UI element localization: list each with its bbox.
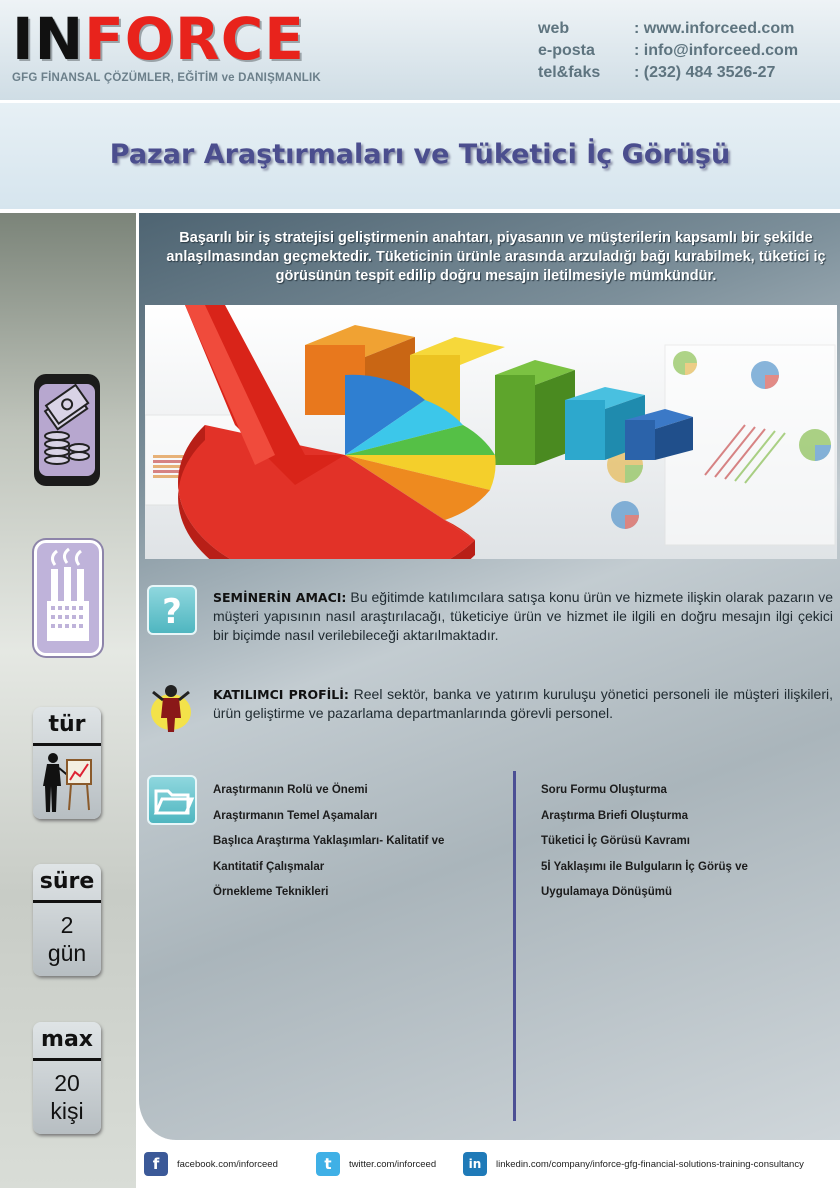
duration-unit: gün bbox=[47, 940, 87, 966]
participant-profile-text: Reel sektör, banka ve yatırım kuruluşu yönetici personeli ile müşteri ilişkileri, ürün geliştirme ve pazarlama departmanlarında görevli personel. bbox=[213, 686, 833, 721]
contact-label: web bbox=[538, 20, 570, 37]
topic-item: Soru Formu Oluşturma bbox=[541, 784, 667, 796]
twitter-link[interactable] bbox=[316, 1152, 436, 1176]
contact-label: e-posta bbox=[538, 42, 595, 59]
contact-email[interactable] bbox=[538, 40, 798, 62]
capacity-box bbox=[33, 1022, 101, 1134]
footer bbox=[136, 1140, 840, 1188]
intro-text: Başarılı bir iş stratejisi geliştirmenin anahtarı, piyasanın ve müşterilerin kapsamlı bir şekilde anlaşılmasından geçmektedir. Tüketicinin ürünle arasında arzuladığı bağı kurabilmek, tüketici iç görüsünün tespit edilip doğru mesajın iletilmesiyle mümkündür. bbox=[166, 230, 826, 284]
facebook-link[interactable] bbox=[144, 1152, 278, 1176]
main-content bbox=[136, 213, 840, 1140]
contact-phone bbox=[538, 62, 798, 84]
hero-image bbox=[145, 305, 837, 559]
topic-item: Uygulamaya Dönüşümü bbox=[541, 886, 672, 898]
duration-value: 2 bbox=[60, 912, 74, 938]
participant-profile-label: KATILIMCI PROFİLİ: bbox=[213, 687, 349, 702]
topic-item: Tüketici İç Görüsü Kavramı bbox=[541, 835, 690, 847]
svg-text:?: ? bbox=[162, 592, 182, 632]
linkedin-icon: in bbox=[463, 1152, 487, 1176]
linkedin-url: linkedin.com/company/inforce-gfg-financial-solutions-training-consultancy bbox=[496, 1158, 804, 1170]
question-icon bbox=[147, 585, 197, 635]
folder-icon bbox=[147, 775, 197, 825]
capacity-label: max bbox=[33, 1022, 101, 1061]
contact-value: : www.inforceed.com bbox=[634, 20, 795, 37]
contact-value: : info@inforceed.com bbox=[634, 42, 799, 59]
duration-box bbox=[33, 864, 101, 976]
money-icon bbox=[34, 374, 100, 486]
seminar-aim-text: Bu eğitimde katılımcılara satışa konu ürün ve hizmete ilişkin olarak pazarın ve müşteri yapısının nasıl araştırılacağı, tüketiciye ürün ve hizmet ile ilgili en doğru mesajın ilgi çekici bir biçimde nasıl verilebileceği aktarılmaktadır. bbox=[213, 589, 833, 643]
topic-item: 5İ Yaklaşımı ile Bulguların İç Görüş ve bbox=[541, 860, 748, 873]
topic-item: Kantitatif Çalışmalar bbox=[213, 860, 325, 873]
facebook-icon: f bbox=[144, 1152, 168, 1176]
page-title: Pazar Araştırmaları ve Tüketici İç Görüşü bbox=[109, 139, 731, 170]
logo-tagline: GFG FİNANSAL ÇÖZÜMLER, EĞİTİM ve DANIŞMANLIK bbox=[12, 72, 321, 84]
participant-profile bbox=[213, 685, 833, 723]
contact-info bbox=[538, 18, 798, 84]
title-band bbox=[0, 103, 840, 213]
person-icon bbox=[149, 682, 193, 734]
topic-item: Araştırmanın Rolü ve Önemi bbox=[213, 784, 368, 796]
presenter-icon bbox=[33, 746, 101, 819]
topics-right bbox=[541, 778, 840, 906]
twitter-url: twitter.com/inforceed bbox=[349, 1158, 437, 1170]
contact-web[interactable] bbox=[538, 18, 798, 40]
type-box bbox=[33, 707, 101, 819]
twitter-icon: t bbox=[316, 1152, 340, 1176]
type-label: tür bbox=[33, 707, 101, 746]
contact-value: : (232) 484 3526-27 bbox=[634, 64, 776, 81]
contact-label: tel&faks bbox=[538, 64, 601, 81]
duration-label: süre bbox=[33, 864, 101, 903]
topics-divider bbox=[513, 771, 516, 1121]
factory-icon bbox=[34, 540, 102, 656]
topic-item: Başlıca Araştırma Yaklaşımları- Kalitatif ve bbox=[213, 835, 445, 847]
topic-item: Araştırma Briefi Oluşturma bbox=[541, 809, 688, 822]
topic-item: Araştırmanın Temel Aşamaları bbox=[213, 809, 378, 822]
header bbox=[0, 0, 840, 103]
seminar-aim bbox=[213, 588, 833, 645]
logo[interactable]: INFORCE bbox=[12, 5, 305, 73]
facebook-url: facebook.com/inforceed bbox=[177, 1158, 278, 1170]
seminar-aim-label: SEMİNERİN AMACI: bbox=[213, 590, 347, 605]
topic-item: Örnekleme Teknikleri bbox=[213, 886, 329, 898]
topics-left bbox=[213, 778, 503, 906]
capacity-unit: kişi bbox=[50, 1098, 84, 1124]
linkedin-link[interactable] bbox=[463, 1152, 804, 1176]
capacity-value: 20 bbox=[54, 1070, 80, 1096]
